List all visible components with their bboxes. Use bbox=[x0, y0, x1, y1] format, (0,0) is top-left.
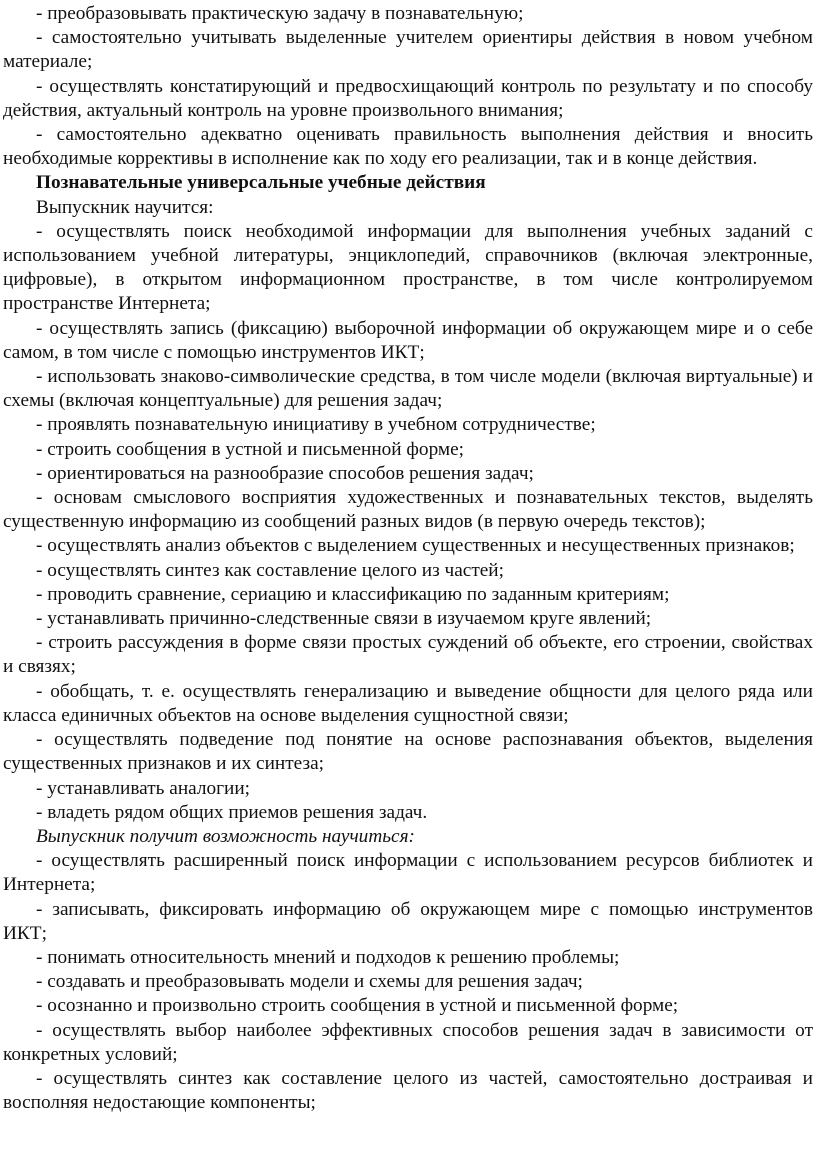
bullet-item: - осуществлять расширенный поиск информации с использованием ресурсов библиотек и Интернета; bbox=[3, 850, 813, 896]
bullet-item: - проявлять познавательную инициативу в учебном сотрудничестве; bbox=[36, 414, 596, 436]
bullet-item: - проводить сравнение, сериацию и классификацию по заданным критериям; bbox=[36, 583, 670, 605]
bullet-item: - преобразовывать практическую задачу в познавательную; bbox=[36, 3, 524, 24]
bullet-item: - осуществлять синтез как составление целого из частей; bbox=[36, 559, 504, 581]
bullet-item: - осуществлять констатирующий и предвосхищающий контроль по результату и по способу действия, актуальный контроль на уровне произвольного внимания; bbox=[3, 75, 813, 121]
bullet-item: - осуществлять запись (фиксацию) выборочной информации об окружающем мире и о себе самом, в том числе с помощью инструментов ИКТ; bbox=[3, 317, 813, 363]
subsection-intro: Выпускник научится: bbox=[36, 196, 214, 218]
bullet-item: - устанавливать причинно-следственные связи в изучаемом круге явлений; bbox=[36, 608, 652, 630]
subsection-intro-italic: Выпускник получит возможность научиться: bbox=[36, 825, 415, 847]
bullet-item: - осуществлять подведение под понятие на основе распознавания объектов, выделения существенных признаков и их синтеза; bbox=[3, 729, 813, 775]
bullet-item: - использовать знаково-символические средства, в том числе модели (включая виртуальные) и схемы (включая концептуальные) для решения задач; bbox=[3, 366, 813, 412]
bullet-item: - устанавливать аналогии; bbox=[36, 777, 251, 799]
bullet-item: - обобщать, т. е. осуществлять генерализацию и выведение общности для целого ряда или класса единичных объектов на основе выделения сущностной связи; bbox=[3, 680, 813, 726]
bullet-item: - самостоятельно адекватно оценивать правильность выполнения действия и вносить необходимые коррективы в исполнение как по ходу его реализации, так и в конце действия. bbox=[3, 124, 813, 170]
bullet-item: - создавать и преобразовывать модели и схемы для решения задач; bbox=[36, 971, 583, 993]
bullet-item: - осуществлять выбор наиболее эффективных способов решения задач в зависимости от конкретных условий; bbox=[3, 1019, 813, 1065]
bullet-item: - самостоятельно учитывать выделенные учителем ориентиры действия в новом учебном материале; bbox=[3, 27, 813, 73]
bullet-item: - осуществлять синтез как составление целого из частей, самостоятельно достраивая и восполняя недостающие компоненты; bbox=[3, 1067, 813, 1114]
bullet-item: - основам смыслового восприятия художественных и познавательных текстов, выделять существенную информацию из сообщений разных видов (в первую очередь текстов); bbox=[3, 487, 813, 533]
section-heading: Познавательные универсальные учебные действия bbox=[36, 172, 486, 194]
bullet-item: - осознанно и произвольно строить сообщения в устной и письменной форме; bbox=[36, 995, 679, 1017]
bullet-item: - понимать относительность мнений и подходов к решению проблемы; bbox=[36, 946, 620, 968]
bullet-item: - владеть рядом общих приемов решения задач. bbox=[36, 801, 428, 823]
bullet-item: - ориентироваться на разнообразие способов решения задач; bbox=[36, 462, 534, 484]
bullet-item: - строить рассуждения в форме связи простых суждений об объекте, его строении, свойствах и связях; bbox=[3, 632, 813, 678]
bullet-item: - осуществлять анализ объектов с выделением существенных и несущественных признаков; bbox=[36, 535, 795, 557]
bullet-item: - строить сообщения в устной и письменной форме; bbox=[36, 438, 465, 460]
bullet-item: - записывать, фиксировать информацию об окружающем мире с помощью инструментов ИКТ; bbox=[3, 898, 813, 944]
bullet-item: - осуществлять поиск необходимой информации для выполнения учебных заданий с использованием учебной литературы, энциклопедий, справочников (включая электронные, цифровые), в открытом информационном пространстве, в том числе контролируемом пространстве Интернета; bbox=[3, 220, 813, 315]
